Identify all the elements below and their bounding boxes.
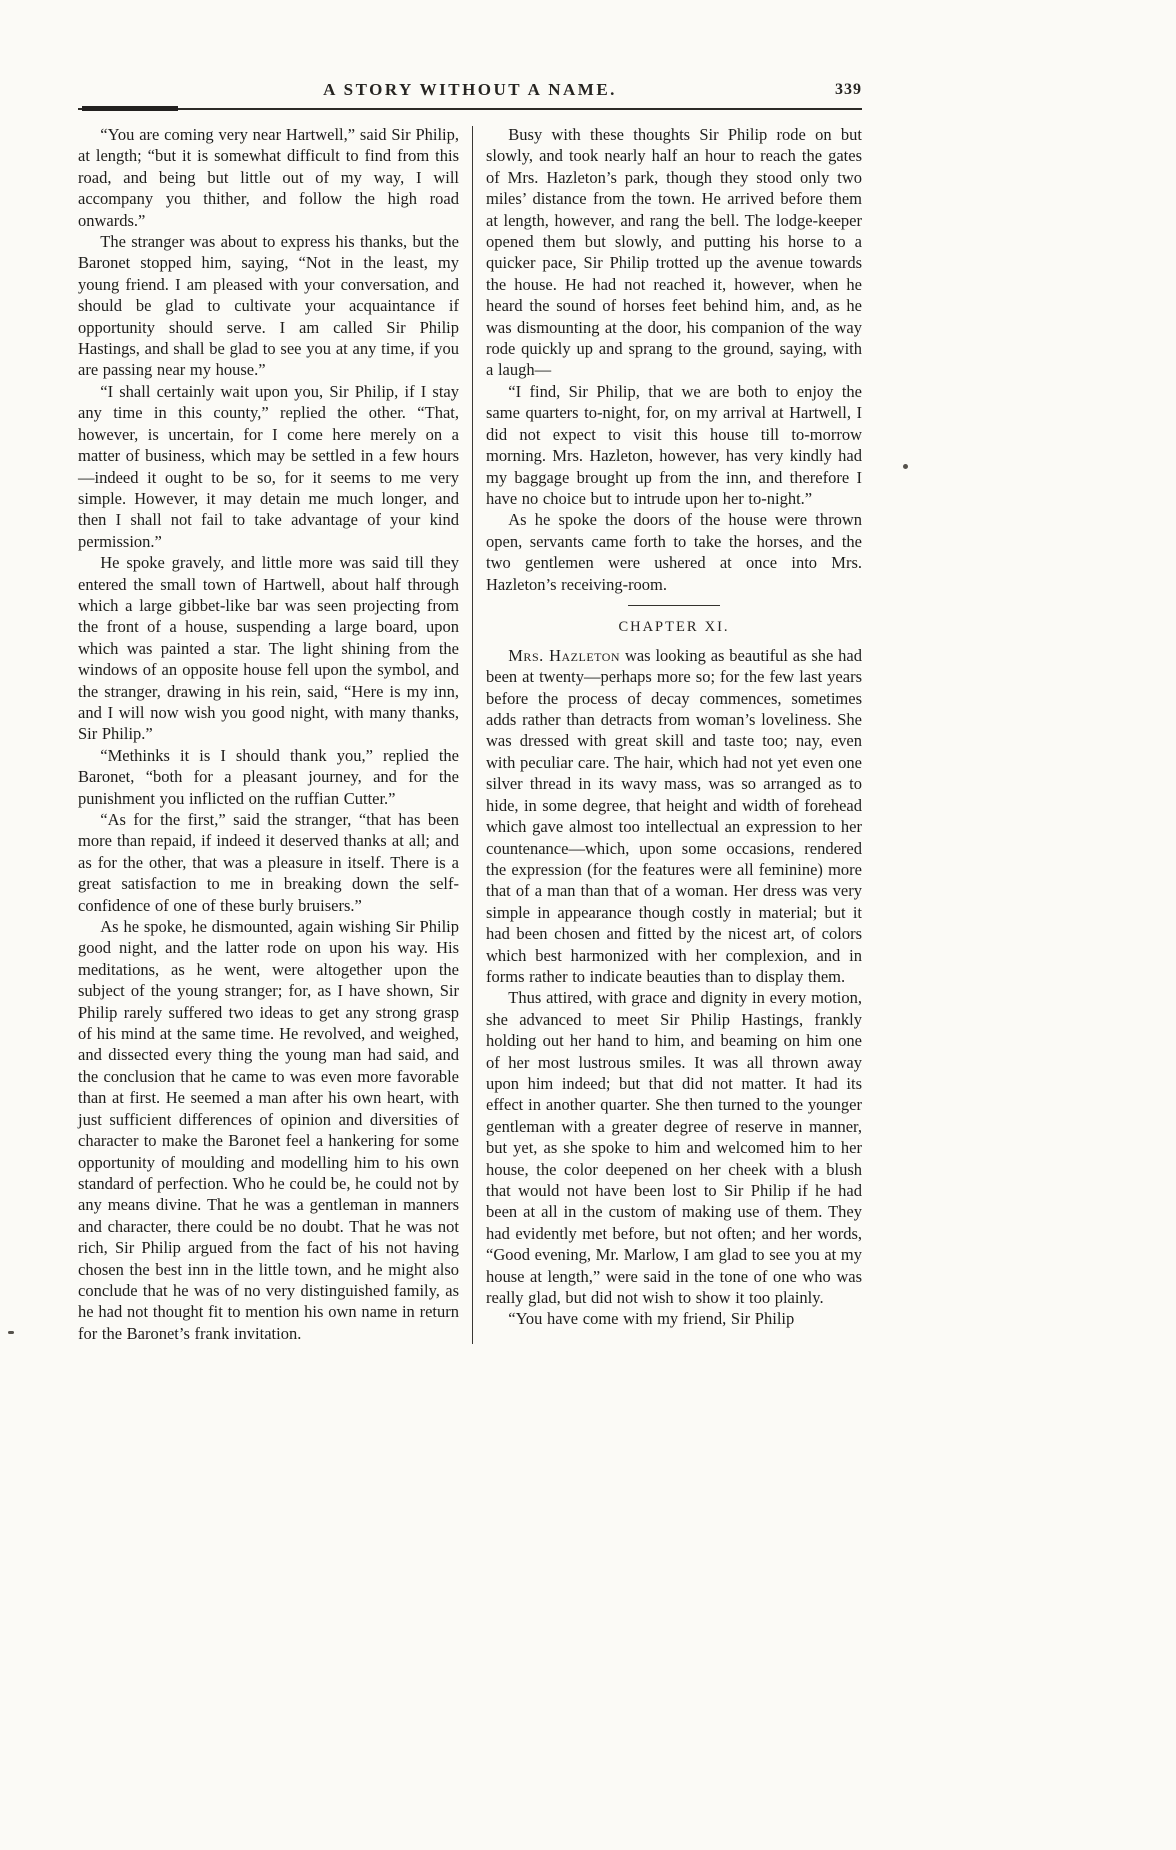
chapter-title: CHAPTER XI. <box>618 619 730 636</box>
paragraph: Busy with these thoughts Sir Philip rode on but slowly, and took nearly half an hour to reach the gates of Mrs. Hazleton’s park, though they stood only two miles’ distance from the town. He arrived before them at length, however, and rang the bell. The lodge-keeper opened them but slowly, and putting his horse to a quicker pace, Sir Philip trotted up the avenue towards the house. He had not reached it, however, when he heard the sound of horses feet behind him, and, as he was dismounting at the door, his companion of the way rode quickly up and sprang to the ground, saying, with a laugh— <box>486 125 862 380</box>
chapter-lead-name: Mrs. Hazleton <box>508 645 621 665</box>
page-title: A STORY WITHOUT A NAME. <box>323 80 617 99</box>
scan-speck <box>903 464 908 469</box>
scan-speck <box>8 1331 14 1334</box>
paragraph: “I shall certainly wait upon you, Sir Philip, if I stay any time in this county,” replied the other. “That, however, is uncertain, for I come here merely on a matter of business, which may be settled in a few hours—indeed it ought to be so, for it seems to me very simple. However, it may detain me much longer, and then I shall not fail to take advantage of your kind permission.” <box>78 381 459 551</box>
column-divider-rule <box>472 126 473 1344</box>
paragraph: “You are coming very near Hartwell,” said Sir Philip, at length; “but it is somewhat difficult to find from this road, and being but little out of my way, I will accompany you thither, and follow the high road onwards.” <box>78 125 459 230</box>
paragraph: He spoke gravely, and little more was said till they entered the small town of Hartwell, about half through which a large gibbet-like bar was seen projecting from the front of a house, suspending a large board, upon which was painted a star. The light shining from the windows of an opposite house fell upon the symbol, and the stranger, drawing in his rein, said, “Here is my inn, and I will now wish you good night, with many thanks, Sir Philip.” <box>78 553 459 744</box>
chapter-lead-rest: was looking as beautiful as she had been at twenty—perhaps more so; for the few last years before the process of decay commences, sometimes adds rather than detracts from woman’s loveliness. She was dressed with great skill and taste too; nay, even with peculiar care. The hair, which had not yet even one silver thread in its wavy mass, was so arranged as to hide, in some degree, that height and width of forehead which gave almost too intellectual an expression to her countenance—which, upon some occasions, rendered the expression (for the features were all feminine) more that of a man than that of a woman. Her dress was very simple in appearance though costly in material; but it had been chosen and fitted by the nicest art, of colors which best harmonized with her complexion, and in forms rather to indicate beauties than to display them. <box>486 645 863 986</box>
paragraph <box>486 645 862 988</box>
paragraph: As he spoke, he dismounted, again wishing Sir Philip good night, and the latter rode on upon his way. His meditations, as he went, were altogether upon the subject of the young stranger; for, as I have shown, Sir Philip rarely suffered two ideas to get any strong grasp of his mind at the same time. He revolved, and weighed, and dissected every thing the young man had said, and the conclusion that he came to was even more favorable than at first. He seemed a man after his own heart, with just sufficient differences of opinion and diversities of character to make the Baronet feel a hankering for some opportunity of moulding and modelling him to his own standard of perfection. Who he could be, he could not by any means divine. That he was a gentleman in manners and character, there could be no doubt. That he was not rich, Sir Philip argued from the fact of his not having chosen the best inn in the little town, and he might also conclude that he was of no very distinguished family, as he had not thought fit to mention his own name in return for the Baronet’s frank invitation. <box>78 917 459 1343</box>
right-column <box>486 124 862 1344</box>
paragraph: Thus attired, with grace and dignity in every motion, she advanced to meet Sir Philip Hastings, frankly holding out her hand to him, and beaming on him one of her most lustrous smiles. It was all thrown away upon him indeed; but that did not matter. It had its effect in another quarter. She then turned to the younger gentleman with a greater degree of reserve in manner, but yet, as she spoke to him and welcomed him to her house, the color deepened on her cheek with a blush that would not have been lost to Sir Philip if he had been at all in the custom of making use of them. They had evidently met before, but not often; and her words, “Good evening, Mr. Marlow, I am glad to see you at my house at length,” were said in the tone of one who was really glad, but did not wish to show it too plainly. <box>486 988 862 1308</box>
paragraph: “Methinks it is I should thank you,” replied the Baronet, “both for a pleasant journey, and for the punishment you inflicted on the ruffian Cutter.” <box>78 745 459 808</box>
left-column <box>78 124 459 1344</box>
running-head <box>78 80 862 104</box>
chapter-heading-block <box>486 605 862 639</box>
two-column-text <box>78 124 862 1344</box>
paragraph: The stranger was about to express his thanks, but the Baronet stopped him, saying, “Not in the least, my young friend. I am pleased with your conversation, and should be glad to cultivate your acquaintance if opportunity should serve. I am called Sir Philip Hastings, and shall be glad to see you at any time, if you are passing near my house.” <box>78 232 459 380</box>
paragraph: “You have come with my friend, Sir Philip <box>508 1309 795 1329</box>
paragraph: “As for the first,” said the stranger, “that has been more than repaid, if indeed it deserved thanks at all; and as for the other, that was a pleasure in itself. There is a great satisfaction to me in breaking down the self-confidence of one of these burly bruisers.” <box>78 810 459 915</box>
header-rule <box>78 108 862 110</box>
page-number: 339 <box>835 81 862 98</box>
chapter-rule <box>628 605 720 607</box>
text-block <box>78 80 862 1344</box>
paragraph: “I find, Sir Philip, that we are both to enjoy the same quarters to-night, for, on my arrival at Hartwell, I did not expect to visit this house till to-morrow morning. Mrs. Hazleton, however, has very kindly had my baggage brought up from the inn, and therefore I have no choice but to intrude upon her to-night.” <box>486 381 862 508</box>
paragraph: As he spoke the doors of the house were thrown open, servants came forth to take the horses, and the two gentlemen were ushered at once into Mrs. Hazleton’s receiving-room. <box>486 510 862 594</box>
